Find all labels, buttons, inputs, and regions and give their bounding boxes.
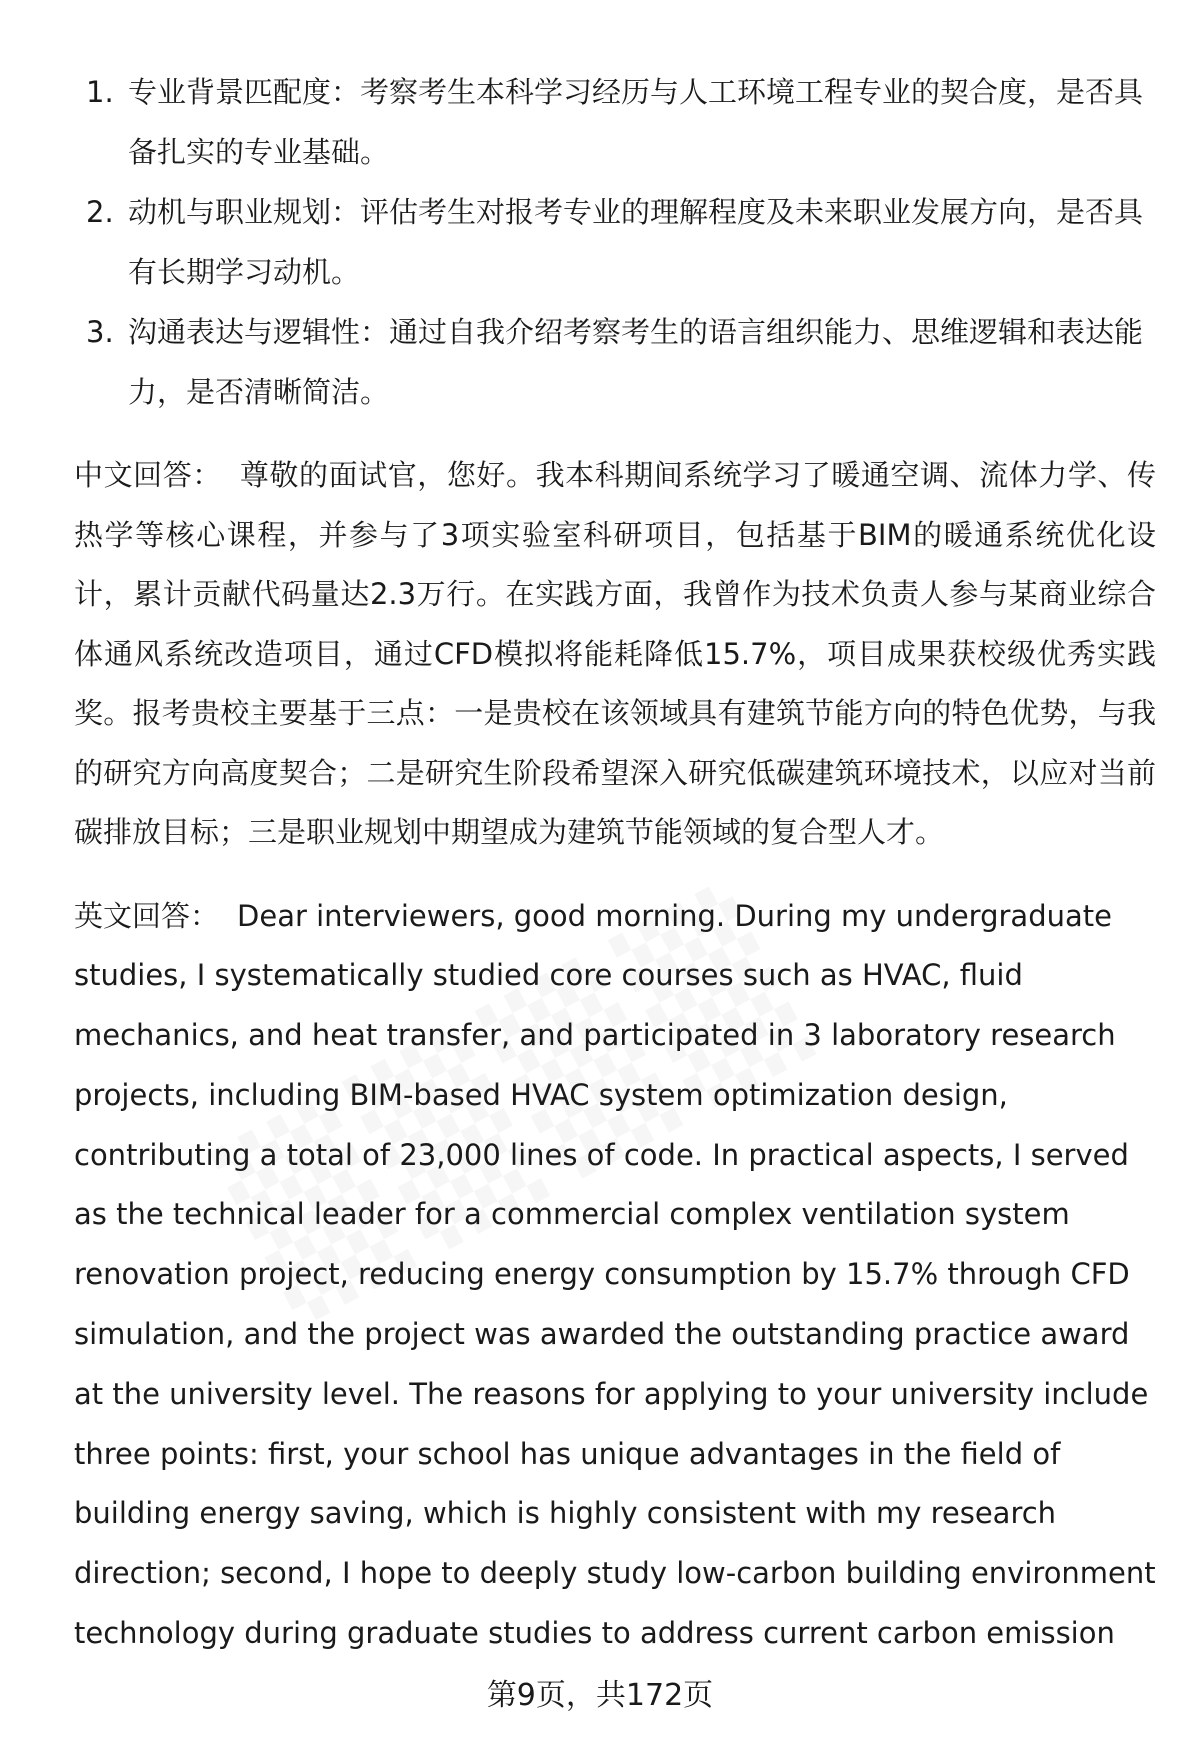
list-item-number: 1. [86, 75, 114, 109]
list-item-text: 专业背景匹配度：考察考生本科学习经历与人工环境工程专业的契合度，是否具备扎实的专业基础。 [128, 75, 1144, 169]
english-answer-paragraph [74, 887, 1156, 1664]
page-number-label: 第9页，共172页 [486, 1678, 714, 1713]
list-item-text: 沟通表达与逻辑性：通过自我介绍考察考生的语言组织能力、思维逻辑和表达能力，是否清晰简洁。 [128, 315, 1144, 409]
english-answer-text: Dear interviewers, good morning. During my undergraduate studies, I systematically studied core courses such as HVAC, fluid mechanics, and heat transfer, and participated in 3 laboratory research projects, including BIM-based HVAC system optimization design, contributing a total of 23,000 lines of code. In practical aspects, I served as the technical leader for a commercial complex ventilation system renovation project, reducing energy consumption by 15.7% through CFD simulation, and the project was awarded the outstanding practice award at the university level. The reasons for applying to your university include three points: first, your school has unique advantages in the field of building energy saving, which is highly consistent with my research direction; second, I hope to deeply study low-carbon building environment technology during graduate studies to address current carbon emission [74, 898, 1156, 1651]
list-item-number: 2. [86, 195, 114, 229]
page-content [74, 62, 1156, 1664]
chinese-answer-label: 中文回答： [74, 458, 222, 492]
criteria-list [74, 62, 1156, 422]
list-item-text: 动机与职业规划：评估考生对报考专业的理解程度及未来职业发展方向，是否具有长期学习动机。 [128, 195, 1144, 289]
chinese-answer-text: 尊敬的面试官，您好。我本科期间系统学习了暖通空调、流体力学、传热学等核心课程，并参与了3项实验室科研项目，包括基于BIM的暖通系统优化设计，累计贡献代码量达2.3万行。在实践方面，我曾作为技术负责人参与某商业综合体通风系统改造项目，通过CFD模拟将能耗降低15.7%，项目成果获校级优秀实践奖。报考贵校主要基于三点：一是贵校在该领域具有建筑节能方向的特色优势，与我的研究方向高度契合；二是研究生阶段希望深入研究低碳建筑环境技术，以应对当前碳排放目标；三是职业规划中期望成为建筑节能领域的复合型人才。 [74, 458, 1156, 849]
english-answer-label: 英文回答： [74, 898, 220, 933]
list-item-number: 3. [86, 315, 114, 349]
list-item [74, 62, 1156, 182]
list-item [74, 302, 1156, 422]
page-footer [0, 1676, 1200, 1716]
list-item [74, 182, 1156, 302]
chinese-answer-paragraph [74, 446, 1156, 863]
